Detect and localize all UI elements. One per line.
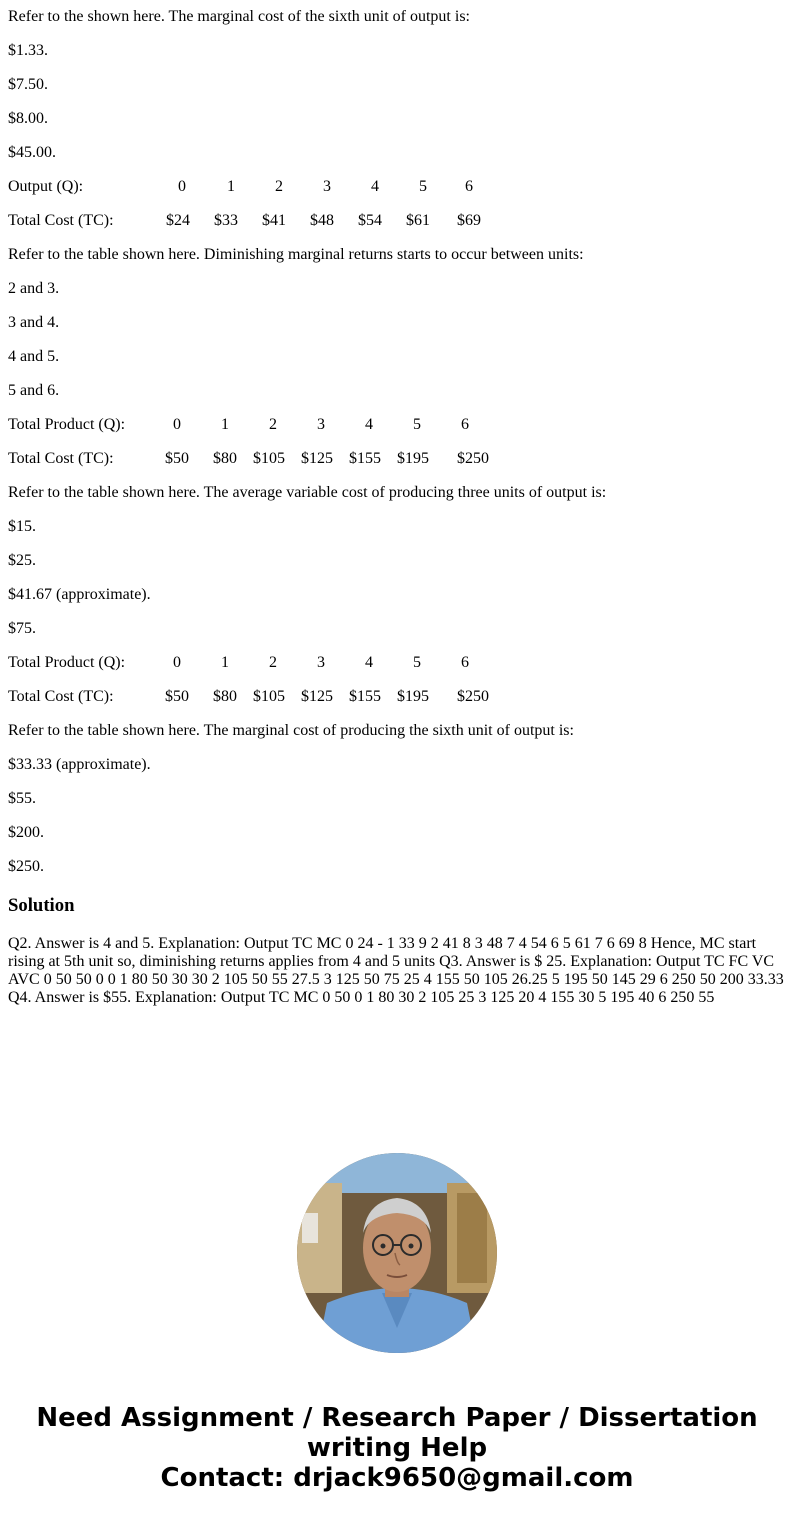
q2-table-cell: 6 xyxy=(461,416,469,433)
q4-question: Refer to the table shown here. The marginal cost of producing the sixth unit of output is: xyxy=(8,722,574,739)
q2-option-c: 4 and 5. xyxy=(8,348,60,365)
q3-table-cell: $195 xyxy=(397,688,429,705)
q2-table-cell: 1 xyxy=(221,416,229,433)
q2-table-cell: $155 xyxy=(349,450,381,467)
q3-table-row1-label: Total Product (Q): xyxy=(8,654,126,671)
q3-option-b: $25. xyxy=(8,552,36,569)
q1-table-cell: 1 xyxy=(227,178,235,195)
q1-option-b: $7.50. xyxy=(8,76,48,93)
q2-table-cell: $80 xyxy=(213,450,237,467)
q1-table-cell: $48 xyxy=(310,212,334,229)
q3-table-cell: 4 xyxy=(365,654,373,671)
q3-table-cell: $105 xyxy=(253,688,285,705)
q3-table-cell: 6 xyxy=(461,654,469,671)
q3-table-cell: $125 xyxy=(301,688,333,705)
q3-question: Refer to the table shown here. The average variable cost of producing three units of output is: xyxy=(8,484,607,501)
solution-text: Q2. Answer is 4 and 5. Explanation: Output TC MC 0 24 - 1 33 9 2 41 8 3 48 7 4 54 6 5 61 7 6 69 8 Hence, MC start rising at 5th unit so, diminishing returns applies from 4 and 5 units Q3. Answer is $ 25. Explanation: Output TC FC VC AVC 0 50 50 0 0 1 80 50 30 30 2 105 50 55 27.5 3 125 50 75 25 4 155 50 105 26.25 5 195 50 145 29 6 250 50 200 33.33 Q4. Answer is $55. Explanation: Output TC MC 0 50 0 1 80 30 2 105 25 3 125 20 4 155 30 5 195 40 6 250 55 xyxy=(8,935,784,1006)
q3-option-a: $15. xyxy=(8,518,36,535)
q3-table-cell: $80 xyxy=(213,688,237,705)
q2-table-cell: $195 xyxy=(397,450,429,467)
q3-table-cell: 0 xyxy=(173,654,181,671)
q1-table-cell: $33 xyxy=(214,212,238,229)
q3-table-cell: $155 xyxy=(349,688,381,705)
q4-option-d: $250. xyxy=(8,858,44,875)
q1-table-cell: 3 xyxy=(323,178,331,195)
solution-heading: Solution xyxy=(8,895,75,916)
q2-table-cell: 5 xyxy=(413,416,421,433)
q2-table-cell: $125 xyxy=(301,450,333,467)
author-photo xyxy=(297,1153,497,1353)
q1-table-cell: $54 xyxy=(358,212,382,229)
q1-table-cell: 5 xyxy=(419,178,427,195)
q4-option-b: $55. xyxy=(8,790,36,807)
q1-table-cell: $41 xyxy=(262,212,286,229)
q1-option-d: $45.00. xyxy=(8,144,56,161)
q1-table-cell: $69 xyxy=(457,212,481,229)
q3-option-d: $75. xyxy=(8,620,36,637)
q3-table-row2-label: Total Cost (TC): xyxy=(8,688,114,705)
q1-option-a: $1.33. xyxy=(8,42,48,59)
q1-table-cell: 2 xyxy=(275,178,283,195)
q1-table-row1-label: Output (Q): xyxy=(8,178,84,195)
q3-table-cell: 1 xyxy=(221,654,229,671)
q2-table-row2-label: Total Cost (TC): xyxy=(8,450,114,467)
q2-table-cell: 2 xyxy=(269,416,277,433)
q2-question: Refer to the table shown here. Diminishing marginal returns starts to occur between units: xyxy=(8,246,584,263)
q3-table-cell: 5 xyxy=(413,654,421,671)
q2-table-cell: 0 xyxy=(173,416,181,433)
q2-table-cell: 4 xyxy=(365,416,373,433)
q3-table-cell: 3 xyxy=(317,654,325,671)
q2-option-d: 5 and 6. xyxy=(8,382,60,399)
promo-banner xyxy=(0,1403,794,1493)
promo-line-2: writing Help xyxy=(306,1433,488,1463)
q2-option-a: 2 and 3. xyxy=(8,280,60,297)
author-photo-illustration xyxy=(297,1153,497,1353)
q2-table-cell: $250 xyxy=(457,450,489,467)
q2-option-b: 3 and 4. xyxy=(8,314,60,331)
q4-option-a: $33.33 (approximate). xyxy=(8,756,151,773)
q1-table-cell: $61 xyxy=(406,212,430,229)
q3-table-cell: $250 xyxy=(457,688,489,705)
q1-option-c: $8.00. xyxy=(8,110,48,127)
q1-table-cell: 0 xyxy=(178,178,186,195)
q1-table-cell: 4 xyxy=(371,178,379,195)
q1-table-cell: 6 xyxy=(465,178,473,195)
q3-table-cell: $50 xyxy=(165,688,189,705)
q1-table-row2-label: Total Cost (TC): xyxy=(8,212,114,229)
q1-question: Refer to the shown here. The marginal cost of the sixth unit of output is: xyxy=(8,8,470,25)
q3-table-cell: 2 xyxy=(269,654,277,671)
q4-option-c: $200. xyxy=(8,824,44,841)
q1-table-cell: $24 xyxy=(166,212,190,229)
promo-line-1: Need Assignment / Research Paper / Dissertation xyxy=(36,1403,758,1433)
q2-table-cell: $105 xyxy=(253,450,285,467)
promo-contact: Contact: drjack9650@gmail.com xyxy=(160,1463,634,1493)
q2-table-cell: $50 xyxy=(165,450,189,467)
q2-table-row1-label: Total Product (Q): xyxy=(8,416,126,433)
q2-table-cell: 3 xyxy=(317,416,325,433)
q3-option-c: $41.67 (approximate). xyxy=(8,586,151,603)
